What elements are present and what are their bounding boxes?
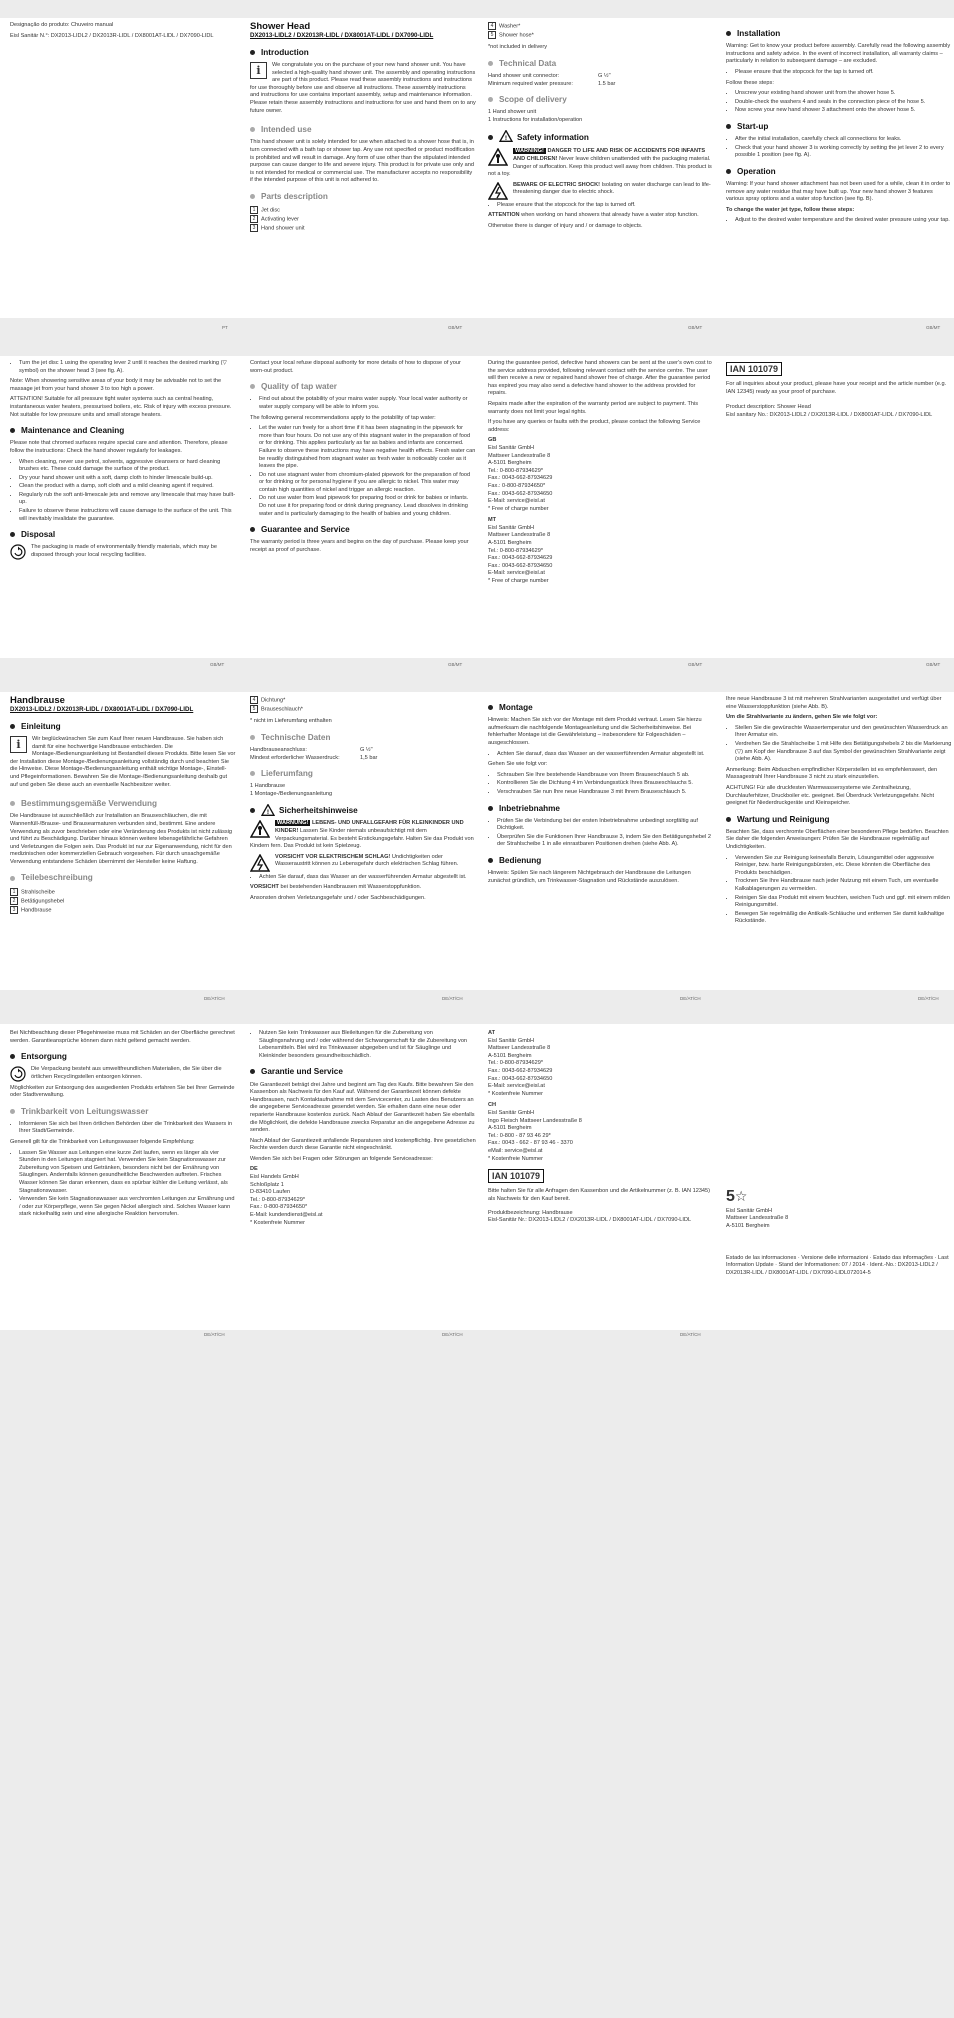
page-footer: GB/MT xyxy=(448,662,463,667)
address-block-at xyxy=(488,1038,714,1099)
section-heading xyxy=(488,130,714,144)
parts-item xyxy=(250,696,476,705)
address-line: Schloßplatz 1 xyxy=(250,1181,284,1188)
parts-item xyxy=(10,906,236,915)
page-footer: GB/MT xyxy=(448,325,463,330)
warning1-title: LEBENS- UND UNFALLGEFAHR FÜR KLEINKINDER UND KINDER! xyxy=(275,820,464,835)
part-number: 4 xyxy=(488,22,496,30)
section-heading: Teilebeschreibung xyxy=(10,872,236,883)
quality-bullet: • Find out about the potability of your mains water supply. Your local water authority or water supply company will be able to inform you. xyxy=(259,396,476,411)
address-block-mt xyxy=(488,525,714,586)
guarantee-text2: During the guarantee period, defective hand showers can be sent at the user's own cost to the service address provided, following relevant contact with the service centre. The user will then receive a new or repaired hand shower free of charge. After the guarantee period has expired you may also send a defective hand shower to the address provided for repairs. xyxy=(488,360,712,397)
quality-item: • Do not use stagnant water from chromium-plated pipework for the preparation of food or for drinking or for personal hygiene if you are allergic to nickel. This water may contain high quantities of nickel and trigger an allergic reaction. xyxy=(259,472,476,495)
quality-item: • Nutzen Sie kein Trinkwasser aus Bleileitungen für die Zubereitung von Säuglingsnahrung und / oder während der Schwangerschaft für die Zubereitung von Lebensmitteln. Blei wird ins Trinkwasser abgegeben und ist für Säuglinge und Kleinkinder besonders gesundheitsschädlich. xyxy=(259,1030,476,1060)
part-label: Washer* xyxy=(499,23,521,30)
part-label: Dichtung* xyxy=(261,697,286,704)
section-heading: Intended use xyxy=(250,124,476,135)
page-de-guarantee xyxy=(250,1030,476,1227)
address-line: Mattseer Landesstraße 8 xyxy=(488,1045,551,1052)
warning-triangle-icon xyxy=(499,130,513,142)
address-line: Tel.: 0-800-87934629* xyxy=(488,547,544,554)
address-line: * Kostenfreie Nummer xyxy=(488,1090,544,1097)
parts-item xyxy=(488,22,714,31)
tech-value: G ½" xyxy=(598,72,611,79)
address-line: A-5101 Bergheim xyxy=(488,540,532,547)
address-line: Eisl Handels GmbH xyxy=(250,1174,299,1181)
part-label: Betätigungshebel xyxy=(21,898,65,905)
part-label: Strahlscheibe xyxy=(21,889,55,896)
contact-text: Möglichkeiten zur Entsorgung des ausgedienten Produkts erfahren Sie bei Ihrer Gemeinde oder Stadtverwaltung. xyxy=(10,1084,235,1099)
scope-item: 1 Montage-/Bedienungsanleitung xyxy=(250,790,333,797)
parts-item xyxy=(250,206,476,215)
page-footer: PT xyxy=(222,325,228,330)
address-line: Fax.: 0-800-87934650* xyxy=(488,482,546,489)
section-heading: Lieferumfang xyxy=(250,768,476,779)
maint-item: • Reinigen Sie das Produkt mit einem feuchten, weichen Tuch und ggf. mit einem milden Reinigungsmittel. xyxy=(735,895,952,910)
page-footer: DE/AT/CH xyxy=(442,996,463,1001)
maint-item: • Regularly rub the soft anti-limescale jets and remove any limescale that may have built-up. xyxy=(19,492,236,507)
page-gb-install xyxy=(726,22,952,228)
maint-item: • When cleaning, never use petrol, solvents, aggressive cleansers or hard cleaning brushes etc. These could damage the surface of the product. xyxy=(19,459,236,474)
section-heading: Quality of tap water xyxy=(250,381,476,392)
attention2: ACHTUNG! Für alle druckfesten Warmwassersysteme wie Zentralheizung, Durchlauferhitzer, Druckboiler etc. geeignet. Bei Überdruck Verletzungsgefahr. Nicht geeignet für Niederdruckgeräte und Kleinspeicher. xyxy=(726,784,935,807)
section-heading: Operation xyxy=(726,166,952,177)
parts-item xyxy=(10,888,236,897)
install-step: • Double-check the washers 4 and seals in the connection piece of the hose 5. xyxy=(735,99,952,107)
section-heading: Entsorgung xyxy=(10,1051,236,1062)
maint-text: Beachten Sie, dass verchromte Oberflächen einer besonderen Pflege bedürfen. Beachten Sie daher die folgenden Anweisungen: Prüfen Sie die Handbrause regelmäßig auf Undichtigkeiten. xyxy=(726,828,949,851)
quality-item: • Let the water run freely for a short time if it has been stagnating in the pipework for more than four hours. Do not use any of this stagnant water in the preparation of food or for drinking. This applies particularly as far as babies and infants are concerned. Failure to observe these instructions may have negative health effects. Fresh water can be readily distinguished from stagnant water as fresh water is noticeably cooler as it leaves the pipe. xyxy=(259,425,476,471)
ian-text: Bitte halten Sie für alle Anfragen den Kassenbon und die Artikelnummer (z. B. IAN 12345) als Nachweis für den Kauf bereit. xyxy=(488,1188,711,1202)
address-line: Fax.: 0043-662-87934629 xyxy=(488,1067,553,1074)
warning2-title: VORSICHT VOR ELEKTRISCHEM SCHLAG! xyxy=(275,853,391,860)
part-number: 3 xyxy=(10,906,18,914)
guarantee-text2: Nach Ablauf der Garantiezeit anfallende Reparaturen sind kostenpflichtig. Ihre gesetzlichen Rechte werden durch diese Garantie nicht eingeschränkt. xyxy=(250,1137,476,1152)
page-separator-band xyxy=(0,0,954,18)
country-label: AT xyxy=(488,1030,496,1036)
info-status: Estado de las informaciones · Versione delle informazioni · Estado das informações · Last Information Update · Stand der Informationen: 07 / 2014 · Ident.-No.: DX2013-LIDL2 / DX2013R-LIDL / DX8001AT-LIDL / DX7090-LIDL072014-5 xyxy=(726,1254,949,1276)
part-label: Handbrause xyxy=(21,907,52,914)
startup-step: • Überprüfen Sie die Funktionen Ihrer Handbrause 3, indem Sie den Betätigungshebel 2 der Strahlscheibe 1 in alle einrastbaren Positionen drehen (siehe Abb. A). xyxy=(497,834,714,849)
country-label: GB xyxy=(488,437,497,444)
install-bullet: • Achten Sie darauf, dass das Wasser an der wasserführenden Armatur abgestellt ist. xyxy=(497,751,714,759)
address-block-gb xyxy=(488,445,714,513)
address-block-ch xyxy=(488,1110,714,1163)
parts-item xyxy=(488,31,714,40)
warning2 xyxy=(488,182,714,197)
operation-warning: Warning: If your hand shower attachment has not been used for a while, clean it in order to remove any water residue that may have built up. Your new hand shower 3 features various spray options and a water stop function (see fig. B). xyxy=(726,181,951,203)
section-heading: Parts description xyxy=(250,191,476,202)
warning1 xyxy=(250,820,476,850)
tech-row xyxy=(488,81,714,89)
maint-end: Bei Nichtbeachtung dieser Pflegehinweise muss mit Schäden an der Oberfläche gerechnet werden. Garantieansprüche können dann nicht geltend gemacht werden. xyxy=(10,1030,235,1044)
svg-text:!: ! xyxy=(504,135,508,143)
address-line: * Free of charge number xyxy=(488,505,549,512)
section-heading: Bestimmungsgemäße Verwendung xyxy=(10,798,236,809)
warning1-text: Lassen Sie Kinder niemals unbeaufsichtigt mit dem Verpackungsmaterial. Es besteht Erstickungsgefahr. Halten Sie das Produkt von Kindern fern. Das Produkt ist kein Spielzeug. xyxy=(250,828,474,850)
brand-street: Mattseer Landesstraße 8 xyxy=(726,1215,789,1222)
guarantee-text: Die Garantiezeit beträgt drei Jahre und beginnt am Tag des Kaufs. Bitte bewahren Sie den Kassenbon als Nachweis für den Kauf auf. Während der Garantiezeit können defekte Handbrausen, nach Kontaktaufnahme mit dem Servicecenter, zu Lasten des Benutzers an die angegebene Serviceadresse gesendet werden. Sie erhalten dann eine neue oder reparierte Handbrause kostenlos zurück. Nach Ablauf der Garantiezeit haben Sie ebenfalls die Möglichkeit, die defekte Handbrause zwecks Reparatur an die angegebene Adresse zu senden. xyxy=(250,1081,475,1134)
address-line: A-5101 Bergheim xyxy=(488,460,532,467)
info-icon: i xyxy=(250,62,267,79)
model-numbers: Eisl Sanitär N.°: DX2013-LIDL2 / DX2013R-LIDL / DX8001AT-LIDL / DX7090-LIDL xyxy=(10,32,214,39)
page-de-service xyxy=(488,1030,714,1228)
warning-label: WARNUNG! xyxy=(277,820,309,827)
page-footer: DE/AT/CH xyxy=(204,1332,225,1337)
safety-heading: Sicherheitshinweise xyxy=(279,805,358,815)
tech-key: Minimum required water pressure: xyxy=(488,80,573,87)
address-line: Eisl Sanitär GmbH xyxy=(488,524,535,531)
product-designation: Designação do produto: Chuveiro manual xyxy=(10,22,114,28)
page-gb-intro xyxy=(250,22,476,233)
page-de-disposal xyxy=(10,1030,236,1222)
page-gb-service xyxy=(488,360,714,586)
address-line: * Kostenfreie Nummer xyxy=(250,1219,306,1226)
maint-item: • Clean the product with a damp, soft cloth and a mild cleaning agent if required. xyxy=(19,483,236,491)
warning2-text: Undichtigkeiten oder Wasseraustritt können zu Lebensgefahr durch elektrischen Schlag führen. xyxy=(275,853,459,868)
page-de-maint xyxy=(726,696,952,929)
install-warning: Hinweis: Machen Sie sich vor der Montage mit dem Produkt vertraut. Lesen Sie hierzu aufmerksam die nachfolgende Montageanleitung und die Sicherheitshinweise. Bei fehlerhafter Montage ist die Gewährleistung – insbesondere für Folgeschäden – ausgeschlossen. xyxy=(488,717,702,746)
maint-item: • Trocknen Sie Ihre Handbrause nach jeder Nutzung mit einem Tuch, um eventuelle Kalkablagerungen zu vermeiden. xyxy=(735,878,952,893)
change-step: • Adjust to the desired water temperature and the desired water pressure using your tap. xyxy=(735,217,952,225)
part-label: Jet disc xyxy=(261,207,280,214)
address-line: Tel.: 0-800-87934629* xyxy=(250,1196,306,1203)
maint-item: • Bewegen Sie regelmäßig die Antikalk-Schläuche und entfernen Sie damit kalkhaltige Rückstände. xyxy=(735,911,952,926)
address-line: * Free of charge number xyxy=(488,578,549,585)
attention2: ATTENTION! Suitable for all pressure tight water systems such as central heating, instantaneous water heaters, pressurised boilers, etc. Risk of injury with excess pressure. Not suitable for low pressure units and small storage heaters. xyxy=(10,396,232,418)
part-number: 1 xyxy=(250,206,258,214)
quality-text: Generell gilt für die Trinkbarkeit von Leitungswasser folgende Empfehlung: xyxy=(10,1139,195,1146)
attention-text2: Ansonsten drohen Verletzungsgefahr und / oder Sachbeschädigungen. xyxy=(250,895,426,901)
page-footer: GB/MT xyxy=(210,662,225,667)
page-footer: GB/MT xyxy=(926,662,941,667)
guarantee-text3: Wenden Sie sich bei Fragen oder Störungen an folgende Serviceadresse: xyxy=(250,1155,433,1162)
not-included-note: * nicht im Lieferumfang enthalten xyxy=(250,718,332,725)
install-step: • Unscrew your existing hand shower unit from the shower hose 5. xyxy=(735,90,952,98)
change-jet-heading: To change the water jet type, follow these steps: xyxy=(726,206,855,213)
maint-item: • Failure to observe these instructions will cause damage to the surface of the unit. This will inevitably invalidate the guarantee. xyxy=(19,508,236,523)
attention-text2: Otherwise there is danger of injury and / or damage to objects. xyxy=(488,223,643,229)
safety-bullet: • Achten Sie darauf, dass das Wasser an der wasserführenden Armatur abgestellt ist. xyxy=(259,874,476,882)
not-included-note: *not included in delivery xyxy=(488,44,548,51)
page-gb-tech xyxy=(488,22,714,234)
address-line: A-5101 Bergheim xyxy=(488,1052,532,1059)
page-footer: GB/MT xyxy=(926,325,941,330)
page-de-intro xyxy=(10,696,236,915)
address-line: Mattseer Landesstraße 8 xyxy=(488,452,551,459)
address-line: Fax.: 0043-662-87934650 xyxy=(488,490,553,497)
section-heading: Einleitung xyxy=(10,721,236,732)
intro-text: We congratulate you on the purchase of your new hand shower unit. You have selected a high-quality hand shower unit. The assembly and operating instructions are part of this product. Please read these assembly instructions and instructions for use thoroughly before use and observe all instructions. These assembly instructions and instructions for use contains important assembly, setup and maintenance information. Please retain these assembly instructions and instructions for use and hand them on to any future owner. xyxy=(250,62,476,114)
quality-bullet: • Informieren Sie sich bei Ihren örtlichen Behörden über die Trinkbarkeit des Wassers in Ihrer Stadt/Gemeinde. xyxy=(19,1121,236,1136)
attention-detail: when working on hand showers that already have a water stop function. xyxy=(521,212,699,219)
tech-row xyxy=(488,73,714,81)
electric-shock-icon xyxy=(250,854,270,872)
section-heading: Guarantee and Service xyxy=(250,524,476,535)
address-line: Tel.: 0-800-87934629* xyxy=(488,1060,544,1067)
eisl-number: Eisl-Sanitär Nr.: DX2013-LIDL2 / DX2013R-LIDL / DX8001AT-LIDL / DX7090-LIDL xyxy=(488,1217,692,1224)
model-subtitle: DX2013-LIDL2 / DX2013R-LIDL / DX8001AT-LIDL / DX7090-LIDL xyxy=(250,32,434,40)
safety-heading: Safety information xyxy=(517,132,589,142)
scope-item: 1 Hand shower unit xyxy=(488,109,537,116)
page-de-back xyxy=(726,1030,952,1280)
follow-steps: Gehen Sie wie folgt vor: xyxy=(488,761,548,768)
address-line: E-Mail: kundendienst@eisl.at xyxy=(250,1212,323,1219)
page-footer: DE/AT/CH xyxy=(442,1332,463,1337)
section-heading: Start-up xyxy=(726,121,952,132)
section-heading: Wartung und Reinigung xyxy=(726,814,952,825)
page-footer: GB/MT xyxy=(688,662,703,667)
attention-detail: bei bestehenden Handbrausen mit Wasserstoppfunktion. xyxy=(280,884,422,891)
warning1-title: DANGER TO LIFE AND RISK OF ACCIDENTS FOR INFANTS AND CHILDREN! xyxy=(513,148,706,163)
warning1-text: Never leave children unattended with the packaging material. Danger of suffocation. Keep this product well away from children. This product is not a toy. xyxy=(488,156,712,178)
startup-step: • Check that your hand shower 3 is working correctly by setting the jet lever 2 to every possible 1 position (see fig. A). xyxy=(735,145,952,160)
parts-item xyxy=(10,897,236,906)
address-line: Tel.: 0-800-87934629* xyxy=(488,467,544,474)
page-separator-band xyxy=(0,658,954,692)
attention-text xyxy=(250,884,476,892)
install-warning: Warning: Get to know your product before assembly. Carefully read the following assembly instructions and safety advice. In the event of incorrect installation, all warranty claims – particularly in relation to subsequent damage – are excluded. xyxy=(726,43,951,65)
turn-jet-step: • Turn the jet disc 1 using the operating lever 2 until it reaches the desired marking (▽ symbol) on the shower head 3 (see fig. A). xyxy=(19,360,236,375)
address-line: Fax.: 0-800-87934650* xyxy=(250,1204,308,1211)
scope-item: 1 Instructions for installation/operation xyxy=(488,116,583,123)
address-line: Mattseer Landesstraße 8 xyxy=(488,532,551,539)
tech-key: Mindest erforderlicher Wasserdruck: xyxy=(250,754,340,761)
startup-step: • After the initial installation, carefully check all connections for leaks. xyxy=(735,136,952,144)
page-footer: DE/AT/CH xyxy=(918,996,939,1001)
tech-key: Hand shower unit connector: xyxy=(488,72,560,79)
warning-label: WARNING! xyxy=(515,148,544,155)
section-heading: Disposal xyxy=(10,529,236,540)
warning1 xyxy=(488,148,714,178)
part-number: 1 xyxy=(10,888,18,896)
ian-number: IAN 101079 xyxy=(488,1169,544,1183)
warning2-title: BEWARE OF ELECTRIC SHOCK! xyxy=(513,181,601,188)
page-gb-ian xyxy=(726,360,952,423)
maint-text: Please note that chromed surfaces require special care and attention. Therefore, please follow the instructions: Check the hand shower regularly for leakages. xyxy=(10,440,228,454)
attention-label: VORSICHT xyxy=(250,884,279,891)
tech-value: 1.5 bar xyxy=(598,80,616,87)
page-footer: DE/AT/CH xyxy=(680,1332,701,1337)
address-line: Eisl Sanitär GmbH xyxy=(488,444,535,451)
page-gb-maint xyxy=(10,360,236,563)
section-heading: Technische Daten xyxy=(250,732,476,743)
guarantee-text3: Repairs made after the expiration of the warranty period are subject to payment. This warranty does not limit your legal rights. xyxy=(488,400,699,415)
operation-warning: Hinweis: Spülen Sie nach längerem Nichtgebrauch der Handbrause die Leitungen zunächst gründlich, um Trinkwasser-Stagnation und Rückstände auszulösen. xyxy=(488,870,691,884)
parts-item xyxy=(250,224,476,233)
part-number: 5 xyxy=(488,31,496,39)
note: Note: When showering sensitive areas of your body it may be advisable not to set the massage jet from your hand shower 3 to too high a power. xyxy=(10,378,222,392)
install-step: • Now screw your new hand shower 3 attachment onto the shower hose 5. xyxy=(735,107,952,115)
section-heading: Maintenance and Cleaning xyxy=(10,425,236,436)
scope-item: 1 Handbrause xyxy=(250,783,286,790)
part-number: 4 xyxy=(250,696,258,704)
guarantee-text: The warranty period is three years and begins on the day of purchase. Please keep your receipt as proof of purchase. xyxy=(250,539,469,553)
startup-step: • Prüfen Sie die Verbindung bei der ersten Inbetriebnahme unbedingt sorgfältig auf Dichtigkeit. xyxy=(497,818,714,833)
section-heading: Garantie und Service xyxy=(250,1066,476,1077)
install-step: • Verschrauben Sie nun Ihre neue Handbrause 3 mit Ihrem Brauseschlauch 5. xyxy=(497,789,714,797)
address-block-de xyxy=(250,1174,476,1227)
safety-bullet: • Please ensure that the stopcock for the tap is turned off. xyxy=(497,202,714,210)
parts-item xyxy=(250,705,476,714)
page-separator-band xyxy=(0,318,954,356)
section-heading: Inbetriebnahme xyxy=(488,803,714,814)
quality-text: The following general recommendations apply to the potability of tap water: xyxy=(250,414,436,421)
page-title: Shower Head xyxy=(250,21,311,32)
tech-value: 1,5 bar xyxy=(360,754,378,761)
page-de-tech xyxy=(250,696,476,906)
section-heading: Trinkbarkeit von Leitungswasser xyxy=(10,1106,236,1117)
quality-item: • Lassen Sie Wasser aus Leitungen eine kurze Zeit laufen, wenn es länger als vier Stunden in den Leitungen stagniert hat. Verwenden Sie kein Stagnationswasser zur Zubereitung von Speisen und Getränken, besonders nicht bei der Ernährung von Säuglingen. Andernfalls können gesundheitliche Beschwerden auftreten. Frisches Wasser können Sie daran erkennen, dass es spürbar kühler die Leitung verlässt, als Stagnationswasser. xyxy=(19,1150,236,1196)
warning2 xyxy=(250,854,476,869)
part-label: Hand shower unit xyxy=(261,225,305,232)
page-gb-quality xyxy=(250,360,476,558)
maint-item: • Verwenden Sie zur Reinigung keinesfalls Benzin, Lösungsmittel oder aggressive Reiniger, bzw. harte Reinigungsbürsten, etc. Diese könnten die Oberfläche des Produkts beschädigen. xyxy=(735,855,952,878)
info-icon: i xyxy=(10,736,27,753)
address-line: E-Mail: service@eisl.at xyxy=(488,1083,545,1090)
star-icon: ☆ xyxy=(734,1188,748,1204)
warranty-logo: 5☆ xyxy=(726,1188,748,1205)
recycle-icon xyxy=(10,544,26,560)
section-heading: Installation xyxy=(726,28,952,39)
change-step: • Verdrehen Sie die Strahlscheibe 1 mit Hilfe des Betätigungshebels 2 bis die Markierung (▽) am Kopf der Handbrause 3 auf das Symbol der gewünschten Strahlvariante zeigt (siehe Abb. A). xyxy=(735,741,952,764)
address-line: Fax.: 0043 - 662 - 87 93 46 - 3370 xyxy=(488,1140,573,1147)
brand-name: Eisl Sanitär GmbH xyxy=(726,1207,773,1214)
page-separator-band xyxy=(0,990,954,1024)
brand-city: A-5101 Bergheim xyxy=(726,1222,770,1229)
warning2-text: Isolating on water discharge can lead to life-threatening danger due to electric shock. xyxy=(513,181,711,196)
electric-shock-icon xyxy=(488,182,508,200)
address-line: E-Mail: service@eisl.at xyxy=(488,570,545,577)
change-step: • Stellen Sie die gewünschte Wassertemperatur und den gewünschten Wasserdruck an Ihrer Armatur ein. xyxy=(735,725,952,740)
page-footer: GB/MT xyxy=(688,325,703,330)
parts-item xyxy=(250,215,476,224)
follow-steps: Follow these steps: xyxy=(726,79,774,86)
note: Anmerkung: Beim Abduschen empfindlicher Körperstellen ist es empfehlenswert, den Massagestrahl Ihrer Handbrause 3 nicht zu stark einzustellen. xyxy=(726,766,938,781)
address-line: Eisl Sanitär GmbH xyxy=(488,1109,535,1116)
intro-text: Wir beglückwünschen Sie zum Kauf Ihrer neuen Handbrause. Sie haben sich damit für eine hochwertige Handbrause entschieden. Die Montage-/Bedienungsanleitung ist Bestandteil dieses Produkts. Bitte lesen Sie vor der Installation diese Montage-/Bedienungsanleitung vollständig durch und beachten Sie die Hinweise. Diese Montage-/Bedienungsanleitung enthält wichtige Montage-, Einstell- und Pflegeinformationen. Bewahren Sie die Montage-/Bedienungsanleitung deshalb gut auf und geben Sie diese auch an eventuelle Nachbesitzer weiter. xyxy=(10,736,236,788)
page-title: Handbrause xyxy=(10,695,65,706)
disposal-text: The packaging is made of environmentally friendly materials, which may be disposed through your local recycling facilities. xyxy=(31,544,217,558)
page-footer: DE/AT/CH xyxy=(204,996,225,1001)
address-line: Fax.: 0043-662-87934650 xyxy=(488,562,553,569)
page-separator-band xyxy=(0,1330,954,2018)
model-subtitle: DX2013-LIDL2 / DX2013R-LIDL / DX8001AT-LIDL / DX7090-LIDL xyxy=(10,706,194,714)
install-step: • Kontrollieren Sie die Dichtung 4 im Verbindungsstück Ihres Brauseschlauchs 5. xyxy=(497,780,714,788)
address-line: Fax.: 0043-662-87934650 xyxy=(488,1075,553,1082)
operation-text: Ihre neue Handbrause 3 ist mit mehreren Strahlvarianten ausgestattet und verfügt über eine Wasserstoppfunktion (siehe Abb. B). xyxy=(726,696,942,710)
address-line: * Kostenfreie Nummer xyxy=(488,1155,544,1162)
tech-row xyxy=(250,747,476,755)
part-label: Shower hose* xyxy=(499,32,534,39)
address-line: eMail: service@eisl.at xyxy=(488,1147,543,1154)
address-line: Fax.: 0043-662-87934629 xyxy=(488,555,553,562)
address-line: E-Mail: service@eisl.at xyxy=(488,498,545,505)
address-line: A-5101 Bergheim xyxy=(488,1125,532,1132)
attention-label: ATTENTION xyxy=(488,212,520,219)
attention-text xyxy=(488,212,714,220)
part-label: Brauseschlauch* xyxy=(261,706,303,713)
recycle-icon xyxy=(10,1066,26,1082)
change-jet-heading: Um die Strahlvariante zu ändern, gehen Sie wie folgt vor: xyxy=(726,714,878,721)
section-heading xyxy=(250,804,476,816)
section-heading: Technical Data xyxy=(488,58,714,69)
country-label: CH xyxy=(488,1102,497,1109)
section-heading: Scope of delivery xyxy=(488,94,714,105)
maint-item: • Dry your hand shower unit with a soft, damp cloth to hinder limescale build-up. xyxy=(19,475,236,483)
child-warning-icon xyxy=(250,820,270,838)
part-number: 2 xyxy=(250,215,258,223)
intended-text: Die Handbrause ist ausschließlich zur Installation an Brauseschläuchen, die mit Wannenfüll-/Brause- und Brausearmaturen verbunden sind, bestimmt. Eine andere Verwendung als zuvor beschrieben oder eine Veränderung des Produkts ist nicht zulässig und führt zu Beschädigung. Darüber hinaus können weitere lebensgefährliche Gefahren und Verletzungen die Folgen sein. Das Produkt ist nur zur Eigenanwendung, nicht für den medizinischen oder kommerziellen Gebrauch vorgesehen. Für durch unsachgemäße Verwendung entstandene Schäden übernimmt der Hersteller keine Haftung. xyxy=(10,813,233,865)
contact-text: Contact your local refuse disposal authority for more details of how to dispose of your worn-out product. xyxy=(250,360,461,374)
tech-key: Handbrauseanschluss: xyxy=(250,746,307,753)
page-footer: DE/AT/CH xyxy=(680,996,701,1001)
quality-item: • Verwenden Sie kein Stagnationswasser aus verchromten Leitungen zur Ernährung und / oder zur Körperpflege, wenn Sie gegen Nickel allergisch sind. Solches Wasser kann stark nickelhaltig sein und eine allergische Reaktion hervorrufen. xyxy=(19,1196,236,1219)
page-de-install xyxy=(488,696,714,888)
svg-text:!: ! xyxy=(266,809,270,817)
ian-number: IAN 101079 xyxy=(726,362,782,376)
country-label: MT xyxy=(488,517,497,524)
address-line: Ingo Fleisch Mattseer Landesstraße 8 xyxy=(488,1117,582,1124)
section-heading: Bedienung xyxy=(488,855,714,866)
quality-item: • Do not use water from lead pipework for preparing food or drink for babies or infants. Do not use it for preparing food or drink during pregnancy. Lead dissolves in drinking water and is particularly damaging to the health of babies and young children. xyxy=(259,495,476,518)
install-step: • Schrauben Sie Ihre bestehende Handbrause von Ihrem Brauseschlauch 5 ab. xyxy=(497,772,714,780)
address-line: D-83410 Laufen xyxy=(250,1189,291,1196)
part-number: 2 xyxy=(10,897,18,905)
section-heading: Introduction xyxy=(250,47,476,58)
child-warning-icon xyxy=(488,148,508,166)
address-line: Fax.: 0043-662-87934629 xyxy=(488,475,553,482)
section-heading: Montage xyxy=(488,702,714,713)
part-number: 3 xyxy=(250,224,258,232)
product-description: Product description: Shower Head xyxy=(726,404,811,411)
tech-value: G ½" xyxy=(360,746,373,753)
address-line: Eisl Sanitär GmbH xyxy=(488,1037,535,1044)
address-line: Tel.: 0-800 - 87 93 46 29* xyxy=(488,1132,551,1139)
guarantee-text4: If you have any queries or faults with the product, please contact the following Service address: xyxy=(488,419,701,433)
intended-text: This hand shower unit is solely intended for use when attached to a shower hose that is, in turn connected with a bath tap or shower tap. Any use not specified or product modification is prohibited and will result in damage. Any form of use other than the stipulated intended purpose can cause danger to life and severe injury. This product is for private use only and is not intended for medical or commercial use. The manufacturer accepts no responsibility if the intended purpose of this unit is not adhered to. xyxy=(250,139,475,184)
part-number: 5 xyxy=(250,705,258,713)
product-description: Produktbezeichnung: Handbrause xyxy=(488,1209,573,1216)
warning-triangle-icon xyxy=(261,804,275,816)
install-bullet: • Please ensure that the stopcock for the tap is turned off. xyxy=(735,69,952,77)
ian-text: For all inquiries about your product, please have your receipt and the article number (e.g. IAN 12345) ready as your proof of purchase. xyxy=(726,381,947,395)
eisl-number: Eisl sanitary No.: DX2013-LIDL2 / DX2013R-LIDL / DX8001AT-LIDL / DX7090-LIDL xyxy=(726,412,933,419)
tech-row xyxy=(250,755,476,763)
country-label: DE xyxy=(250,1166,258,1173)
part-label: Activating lever xyxy=(261,216,299,223)
page-pt-header xyxy=(10,22,236,43)
disposal-text: Die Verpackung besteht aus umweltfreundlichen Materialien, die Sie über die örtlichen Recyclingstellen entsorgen können. xyxy=(31,1066,222,1080)
